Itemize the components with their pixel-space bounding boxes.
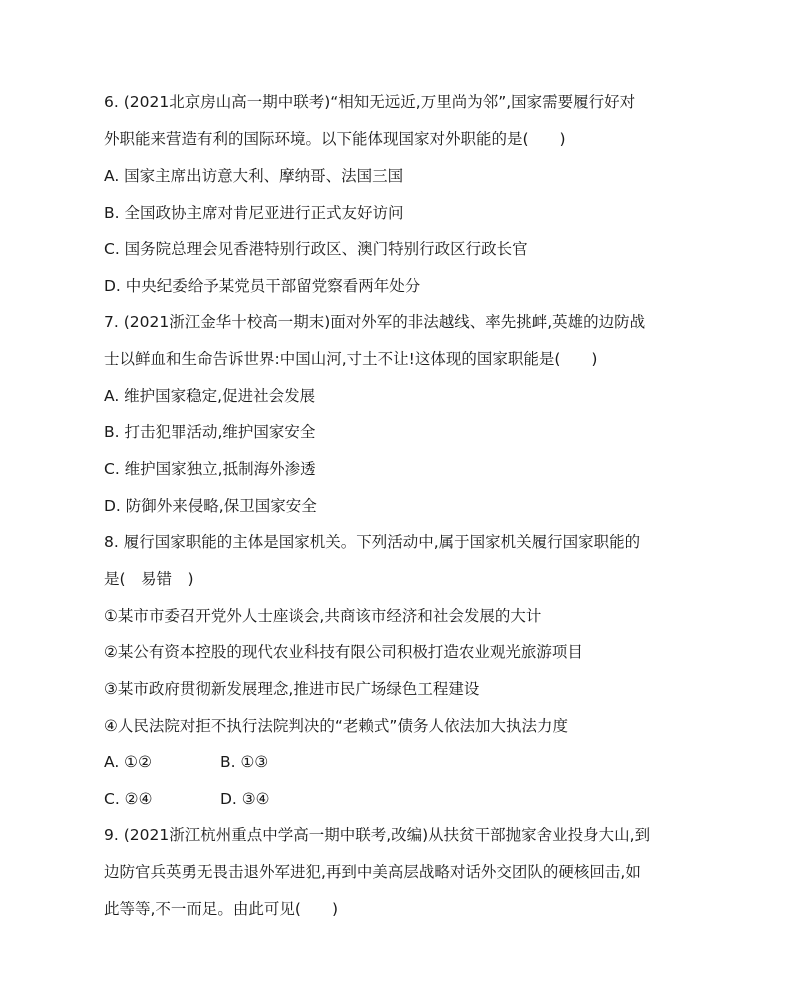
q8-item-3: ③某市政府贯彻新发展理念,推进市民广场绿色工程建设 xyxy=(104,680,480,698)
q9-stem-line3: 此等等,不一而足。由此可见( ) xyxy=(104,900,339,918)
q6-option-a: A. 国家主席出访意大利、摩纳哥、法国三国 xyxy=(104,167,404,185)
q7-option-d: D. 防御外来侵略,保卫国家安全 xyxy=(104,497,317,515)
q8-stem-line2: 是( 易错 ) xyxy=(104,570,194,588)
q8-option-b: B. ①③ xyxy=(220,753,269,771)
q7-stem-line2: 士以鲜血和生命告诉世界:中国山河,寸土不让!这体现的国家职能是( ) xyxy=(104,350,598,368)
q6-option-d: D. 中央纪委给予某党员干部留党察看两年处分 xyxy=(104,277,421,295)
q8-item-2: ②某公有资本控股的现代农业科技有限公司积极打造农业观光旅游项目 xyxy=(104,643,583,661)
q9-stem-line2: 边防官兵英勇无畏击退外军进犯,再到中美高层战略对话外交团队的硬核回击,如 xyxy=(104,863,641,881)
q7-stem-line1: 7. (2021浙江金华十校高一期末)面对外军的非法越线、率先挑衅,英雄的边防战 xyxy=(104,313,646,331)
q7-option-b: B. 打击犯罪活动,维护国家安全 xyxy=(104,423,316,441)
q6-option-c: C. 国务院总理会见香港特别行政区、澳门特别行政区行政长官 xyxy=(104,240,528,258)
q8-option-c: C. ②④ xyxy=(104,790,153,808)
q8-stem-line1: 8. 履行国家职能的主体是国家机关。下列活动中,属于国家机关履行国家职能的 xyxy=(104,533,641,551)
q8-item-4: ④人民法院对拒不执行法院判决的“老赖式”债务人依法加大执法力度 xyxy=(104,717,568,735)
q7-option-c: C. 维护国家独立,抵制海外渗透 xyxy=(104,460,316,478)
q6-option-b: B. 全国政协主席对肯尼亚进行正式友好访问 xyxy=(104,204,404,222)
q8-option-a: A. ①② xyxy=(104,753,152,771)
q7-option-a: A. 维护国家稳定,促进社会发展 xyxy=(104,387,316,405)
q8-option-d: D. ③④ xyxy=(220,790,270,808)
q9-stem-line1: 9. (2021浙江杭州重点中学高一期中联考,改编)从扶贫干部抛家舍业投身大山,到 xyxy=(104,826,651,844)
q8-item-1: ①某市市委召开党外人士座谈会,共商该市经济和社会发展的大计 xyxy=(104,607,542,625)
q6-stem-line2: 外职能来营造有利的国际环境。以下能体现国家对外职能的是( ) xyxy=(104,130,566,148)
q6-stem-line1: 6. (2021北京房山高一期中联考)“相知无远近,万里尚为邻”,国家需要履行好对 xyxy=(104,93,636,111)
